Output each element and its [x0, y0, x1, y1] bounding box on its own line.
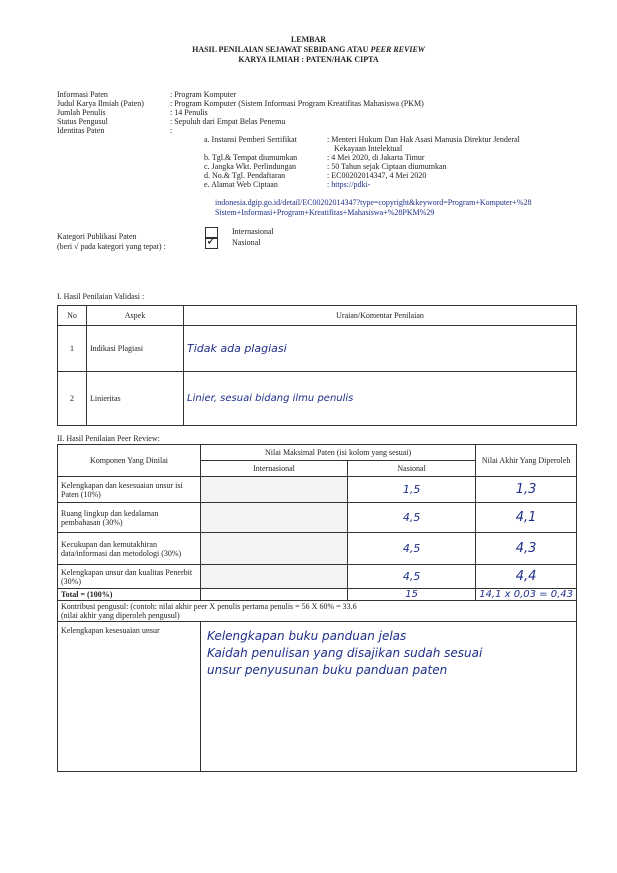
col-no: No: [58, 306, 87, 326]
total-nasional-cell: [348, 589, 476, 601]
info-value: :: [170, 126, 173, 135]
info-value: : 14 Penulis: [170, 108, 208, 117]
kontribusi-row: [58, 601, 577, 622]
row-komponen: Kelengkapan unsur dan kualitas Penerbit (30%): [58, 565, 201, 589]
handwritten-score: 4,4: [515, 568, 537, 584]
info-label: Judul Karya Ilmiah (Paten): [57, 99, 144, 108]
table-row: [58, 565, 577, 589]
web-url-line[interactable]: Sistem+Informasi+Program+Kreatifitas+Mahasiswa+%28PKM%29: [215, 208, 435, 217]
total-label: Total = (100%): [58, 589, 201, 601]
row-nasional-cell: [348, 503, 476, 533]
identitas-value: : 4 Mei 2020, di Jakarta Timur: [327, 153, 425, 162]
info-value: : Sepuluh dari Empat Belas Penemu: [170, 117, 286, 126]
table-row: [58, 372, 577, 426]
col-internasional: Internasional: [201, 461, 348, 477]
col-aspek: Aspek: [87, 306, 184, 326]
col-nasional: Nasional: [348, 461, 476, 477]
checkbox-nasional[interactable]: [205, 234, 218, 249]
table-header-row: [58, 445, 577, 461]
row-nasional-cell: [348, 533, 476, 565]
col-nilai-max: Nilai Maksimal Paten (isi kolom yang sesuai): [201, 445, 476, 461]
handwritten-score: 4,3: [515, 540, 537, 556]
row-aspek: Indikasi Plagiasi: [87, 326, 184, 372]
row-internasional: [201, 503, 348, 533]
identitas-label: c. Jangka Wkt. Perlindungan: [204, 162, 297, 171]
table-row: [58, 503, 577, 533]
section2-title: II. Hasil Penilaian Peer Review:: [57, 434, 160, 443]
identitas-label: b. Tgl.& Tempat diumumkan: [204, 153, 298, 162]
row-komentar-cell: [184, 326, 577, 372]
doc-title-sub: KARYA ILMIAH : PATEN/HAK CIPTA: [238, 55, 379, 64]
handwritten-comment: Tidak ada plagiasi: [187, 341, 287, 355]
col-komentar: Uraian/Komentar Penilaian: [184, 306, 577, 326]
validasi-table: [57, 305, 577, 426]
row-komponen: Kelengkapan dan kesesuaian unsur isi Paten (10%): [58, 477, 201, 503]
handwritten-comment: Linier, sesuai bidang ilmu penulis: [187, 393, 354, 404]
kontribusi-line: Kontribusi pengusul: (contoh: nilai akhir peer X penulis pertama penulis = 56 X 60% = 33.6: [61, 602, 357, 611]
total-akhir-cell: [476, 589, 577, 601]
check-mark-icon: ✓: [206, 234, 217, 249]
handwritten-score: 4,5: [402, 510, 421, 524]
row-akhir-cell: [476, 477, 577, 503]
info-value: : Program Komputer: [170, 90, 237, 99]
kategori-hint: (beri √ pada kategori yang tepat) :: [57, 242, 166, 251]
row-akhir-cell: [476, 533, 577, 565]
handwritten-comment: unsur penyusunan buku panduan paten: [207, 663, 448, 677]
row-komentar-cell: [184, 372, 577, 426]
section1-title: I. Hasil Penilaian Validasi :: [57, 292, 145, 301]
identitas-label: d. No.& Tgl. Pendaftaran: [204, 171, 286, 180]
info-label: Status Pengusul: [57, 117, 108, 126]
kontribusi-line: (nilai akhir yang diperoleh pengusul): [61, 611, 180, 620]
table-header-row: [58, 306, 577, 326]
peer-review-table: [57, 444, 577, 772]
row-akhir-cell: [476, 565, 577, 589]
kesesuaian-row: [58, 622, 577, 772]
identitas-value: : Menteri Hukum Dan Hak Asasi Manusia Direktur Jenderal: [327, 135, 520, 144]
row-internasional: [201, 533, 348, 565]
row-komponen: Ruang lingkup dan kedalaman pembahasan (30%): [58, 503, 201, 533]
row-nasional-cell: [348, 477, 476, 503]
identitas-value: : 50 Tahun sejak Ciptaan diumumkan: [327, 162, 447, 171]
kesesuaian-comment-cell: [201, 622, 577, 772]
doc-title-lembar: LEMBAR: [290, 35, 327, 44]
handwritten-score: 4,5: [402, 569, 421, 583]
identitas-label: a. Instansi Pemberi Sertifikat: [204, 135, 297, 144]
kategori-label: Kategori Publikasi Paten: [57, 232, 137, 241]
row-komponen: Kecukupan dan kemutakhiran data/informasi dan metodologi (30%): [58, 533, 201, 565]
row-no: 2: [58, 372, 87, 426]
table-total-row: [58, 589, 577, 601]
kesesuaian-label: Kelengkapan kesesuaian unsur: [58, 622, 201, 772]
info-label: Informasi Paten: [57, 90, 108, 99]
web-url-line[interactable]: indonesia.dgip.go.id/detail/EC00202014347?type=copyright&keyword=Program+Komputer+%28: [215, 198, 532, 207]
handwritten-score: 1,5: [402, 482, 421, 496]
identitas-label: e. Alamat Web Ciptaan: [204, 180, 278, 189]
row-aspek: Linieritas: [87, 372, 184, 426]
doc-title-main-text: HASIL PENILAIAN SEJAWAT SEBIDANG ATAU: [192, 45, 371, 54]
table-row: [58, 326, 577, 372]
col-nilai-akhir: Nilai Akhir Yang Diperoleh: [476, 445, 577, 477]
identitas-value: : EC00202014347, 4 Mei 2020: [327, 171, 427, 180]
table-row: [58, 477, 577, 503]
info-value: : Program Komputer (Sistem Informasi Program Kreatifitas Mahasiswa (PKM): [170, 99, 424, 108]
info-label: Jumlah Penulis: [57, 108, 106, 117]
total-internasional: [201, 589, 348, 601]
row-nasional-cell: [348, 565, 476, 589]
web-url-start[interactable]: : https://pdki-: [327, 180, 371, 189]
handwritten-score: 4,5: [402, 541, 421, 555]
handwritten-comment: Kelengkapan buku panduan jelas: [207, 629, 407, 643]
handwritten-comment: Kaidah penulisan yang disajikan sudah sesuai: [207, 646, 483, 660]
table-row: [58, 533, 577, 565]
row-internasional: [201, 565, 348, 589]
handwritten-score: 1,3: [515, 481, 537, 497]
identitas-value: Kekayaan Intelektual: [334, 144, 403, 153]
row-akhir-cell: [476, 503, 577, 533]
row-no: 1: [58, 326, 87, 372]
kontribusi-cell: [58, 601, 577, 622]
handwritten-total: 15: [405, 589, 418, 600]
doc-title-peer-review: PEER REVIEW: [370, 45, 425, 54]
handwritten-total: 14,1 x 0,03 = 0,43: [479, 589, 573, 600]
row-internasional: [201, 477, 348, 503]
doc-title-main: [0, 45, 617, 55]
option-nasional: Nasional: [232, 238, 261, 247]
info-label: Identitas Paten: [57, 126, 105, 135]
handwritten-score: 4,1: [515, 509, 537, 525]
option-internasional: Internasional: [232, 227, 274, 236]
col-komponen: Komponen Yang Dinilai: [58, 445, 201, 477]
